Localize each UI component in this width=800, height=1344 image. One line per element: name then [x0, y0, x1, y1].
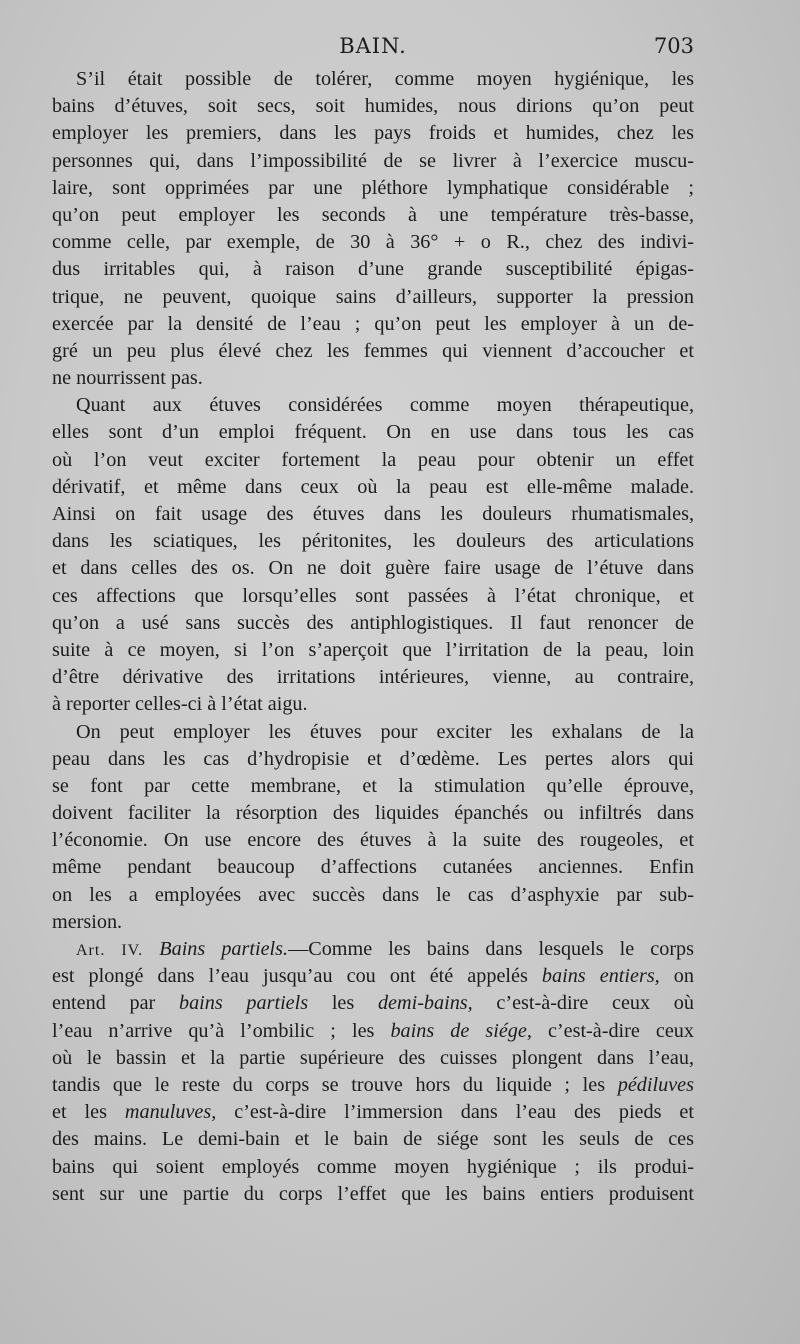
text-line: à reporter celles-ci à l’état aigu.: [52, 693, 308, 716]
text-line: exercée par la densité de l’eau ; qu’on peut les employer à un de-: [52, 312, 694, 335]
text-line: [52, 1072, 694, 1099]
text-run: c’est-à-dire l’immersion dans l’eau des pieds et: [216, 1101, 694, 1124]
text-line: Ainsi on fait usage des étuves dans les douleurs rhumatismales,: [52, 503, 694, 525]
text-line: [52, 990, 694, 1017]
text-line: trique, ne peuvent, quoique sains d’ailleurs, supporter la pression: [52, 285, 694, 308]
text-run: tandis que le reste du corps se trouve hors du liquide ; les: [52, 1073, 618, 1096]
text-line: [52, 936, 694, 963]
text-line: bains d’étuves, soit secs, soit humides, nous dirions qu’on peut: [52, 95, 694, 118]
italic-term: manuluves,: [124, 1101, 217, 1124]
italic-term: demi-bains,: [377, 992, 473, 1015]
italic-term: bains de siége,: [390, 1019, 532, 1042]
article-title: Bains partiels.: [159, 938, 289, 960]
italic-term: pédiluves: [617, 1073, 694, 1096]
text-line: dérivatif, et même dans ceux où la peau est elle-même malade.: [52, 475, 694, 498]
text-run: c’est-à-dire ceux où: [472, 992, 694, 1015]
text-line: qu’on peut employer les seconds à une température très-basse,: [52, 203, 694, 226]
text-line: employer les premiers, dans les pays froids et humides, chez les: [52, 122, 694, 145]
text-line: ne nourrissent pas.: [52, 367, 203, 390]
text-line: où l’on veut exciter fortement la peau pour obtenir un effet: [52, 448, 694, 471]
page-number: 703: [653, 34, 694, 58]
text-line: on les a employées avec succès dans le cas d’asphyxie par sub-: [52, 883, 694, 906]
italic-term: bains entiers,: [541, 965, 660, 988]
text-line: peau dans les cas d’hydropisie et d’œdème. Les pertes alors qui: [52, 747, 694, 770]
text-run: entend par: [52, 992, 179, 1015]
text-line: qu’on a usé sans succès des antiphlogistiques. Il faut renoncer de: [52, 611, 694, 634]
running-title: BAIN.: [339, 34, 407, 58]
text-run: les: [308, 992, 378, 1015]
text-line: d’être dérivative des irritations intérieures, vienne, au contraire,: [52, 666, 694, 689]
text-line: l’économie. On use encore des étuves à la suite des rougeoles, et: [52, 829, 694, 852]
text-line: elles sont d’un emploi fréquent. On en use dans tous les cas: [52, 421, 694, 444]
text-line: doivent faciliter la résorption des liquides épanchés ou infiltrés dans: [52, 802, 694, 825]
text-line: personnes qui, dans l’impossibilité de se livrer à l’exercice muscu-: [52, 149, 694, 172]
text-line: Quant aux étuves considérées comme moyen thérapeutique,: [76, 394, 694, 417]
text-run: l’eau n’arrive qu’à l’ombilic ; les: [52, 1019, 391, 1042]
article-label: Art. IV.: [76, 942, 144, 959]
paragraph-2: [52, 392, 694, 718]
text-line: bains qui soient employés comme moyen hygiénique ; ils produi-: [52, 1155, 694, 1178]
text-line: dus irritables qui, à raison d’une grande susceptibilité épigas-: [52, 258, 694, 281]
text-line: [52, 1018, 694, 1045]
paragraph-4-article-iv: [52, 936, 694, 1208]
text-line: On peut employer les étuves pour exciter les exhalans de la: [76, 720, 694, 743]
italic-term: bains partiels: [178, 992, 309, 1015]
text-run: —Comme les bains dans lesquels le corps: [288, 938, 694, 960]
text-line: où le bassin et la partie supérieure des cuisses plongent dans l’eau,: [52, 1046, 694, 1069]
text-line: sent sur une partie du corps l’effet que les bains entiers produisent: [52, 1182, 694, 1205]
text-line: comme celle, par exemple, de 30 à 36° + o R., chez des indivi-: [52, 231, 694, 254]
text-run: on: [659, 965, 694, 988]
text-line: [52, 963, 694, 990]
text-line: même pendant beaucoup d’affections cutanées anciennes. Enfin: [52, 856, 694, 879]
text-run: est plongé dans l’eau jusqu’au cou ont été appelés: [52, 965, 542, 988]
body-text: [52, 66, 694, 1208]
text-run: et les: [52, 1101, 125, 1124]
text-run: c’est-à-dire ceux: [531, 1019, 694, 1042]
text-line: ces affections que lorsqu’elles sont passées à l’état chronique, et: [52, 584, 694, 607]
text-line: des mains. Le demi-bain et le bain de siége sont les seuls de ces: [52, 1128, 694, 1151]
text-line: suite à ce moyen, si l’on s’aperçoit que l’irritation de la peau, loin: [52, 638, 694, 661]
text-line: S’il était possible de tolérer, comme moyen hygiénique, les: [76, 68, 694, 90]
text-line: se font par cette membrane, et la stimulation qu’elle éprouve,: [52, 774, 694, 797]
text-line: laire, sont opprimées par une pléthore lymphatique considérable ;: [52, 176, 694, 199]
text-line: mersion.: [52, 910, 123, 933]
text-line: [52, 1099, 694, 1126]
text-line: dans les sciatiques, les péritonites, les douleurs des articulations: [52, 530, 694, 553]
running-head: [52, 34, 694, 66]
paragraph-1: [52, 66, 694, 392]
paragraph-3: [52, 719, 694, 937]
text-line: gré un peu plus élevé chez les femmes qui viennent d’accoucher et: [52, 339, 694, 362]
text-line: et dans celles des os. On ne doit guère faire usage de l’étuve dans: [52, 557, 694, 580]
